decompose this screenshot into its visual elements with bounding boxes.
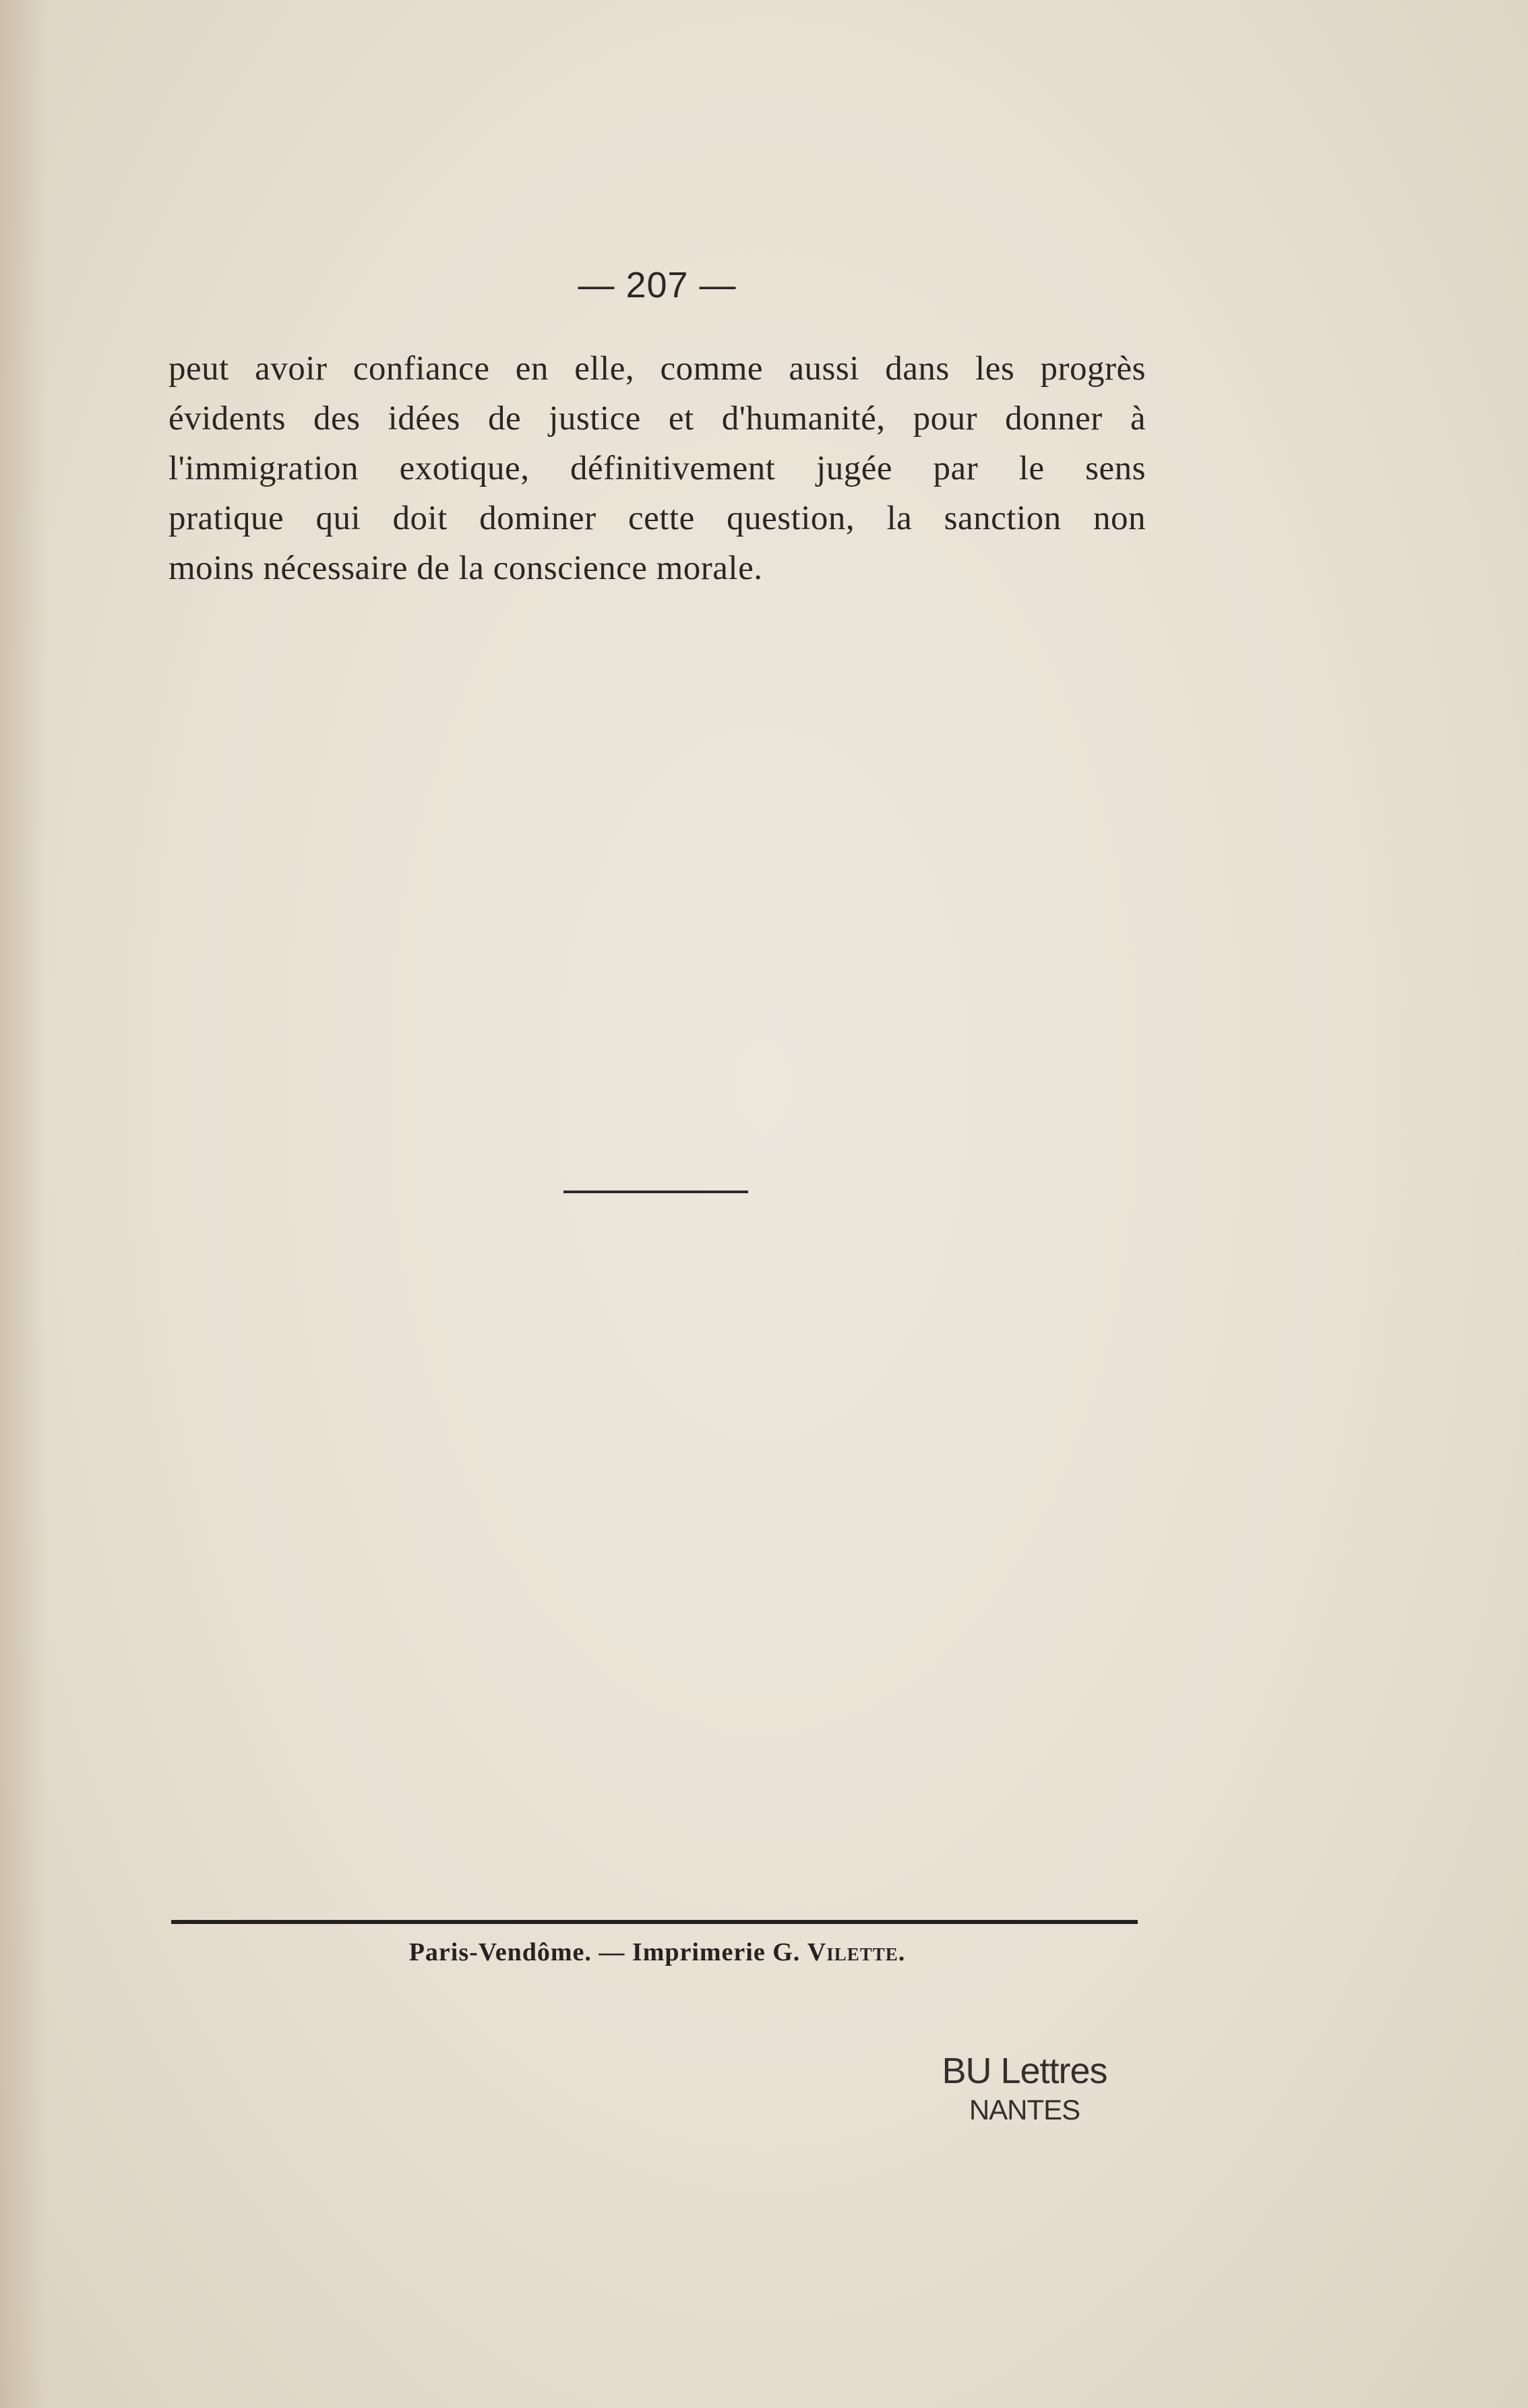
page-number: — 207 —	[578, 265, 737, 305]
body-line: peut avoir confiance en elle, comme aussi dans les progrès	[169, 350, 1146, 388]
colophon-suffix: .	[898, 1938, 906, 1966]
stamp-line-library: BU Lettres	[942, 2051, 1107, 2091]
body-line: évidents des idées de justice et d'humanité, pour donner à	[169, 400, 1146, 438]
end-of-text-rule	[563, 1191, 748, 1193]
body-line: l'immigration exotique, définitivement jugée par le sens	[169, 450, 1146, 487]
printer-colophon	[0, 1937, 1314, 1967]
body-paragraph	[169, 344, 1146, 593]
library-stamp	[917, 2049, 1132, 2128]
page-edge-shadow	[0, 0, 47, 2408]
body-line: pratique qui doit dominer cette question, la sanction non	[169, 500, 1146, 537]
colophon-rule	[171, 1920, 1138, 1924]
printer-name: Vilette	[807, 1938, 898, 1966]
body-line: moins nécessaire de la conscience morale.	[169, 549, 763, 587]
stamp-line-city: NANTES	[969, 2094, 1080, 2126]
colophon-prefix: Paris-Vendôme. — Imprimerie G.	[408, 1938, 807, 1966]
